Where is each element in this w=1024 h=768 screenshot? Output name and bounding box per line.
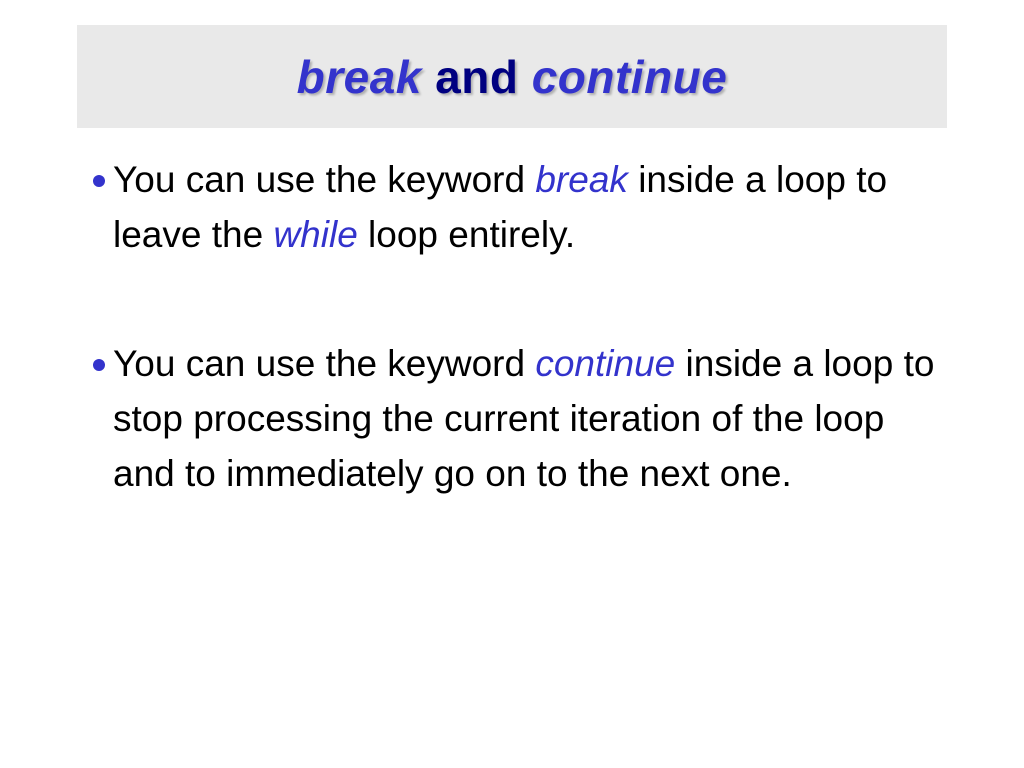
keyword-break: break (535, 159, 628, 200)
slide-title (297, 50, 728, 104)
bullet-dot-icon (85, 152, 113, 187)
title-keyword-break: break (296, 50, 422, 103)
bullet-segment: inside a loop to leave the (113, 159, 888, 255)
keyword-while: while (273, 214, 358, 255)
bullet-list (85, 152, 945, 501)
bullet-segment: You can use the keyword (113, 159, 536, 200)
bullet-text (113, 336, 945, 501)
bullet-segment: inside a loop to stop processing the current iteration of the loop and to immediately go on to the next one. (113, 343, 935, 494)
bullet-item-continue (85, 336, 945, 501)
title-conjunction: and (435, 50, 519, 103)
keyword-continue: continue (535, 343, 676, 384)
bullet-segment: You can use the keyword (113, 343, 536, 384)
bullet-segment: loop entirely. (357, 214, 576, 255)
title-band (77, 25, 947, 128)
bullet-text (113, 152, 945, 262)
bullet-dot-icon (85, 336, 113, 371)
title-keyword-continue: continue (531, 50, 728, 103)
bullet-item-break (85, 152, 945, 262)
